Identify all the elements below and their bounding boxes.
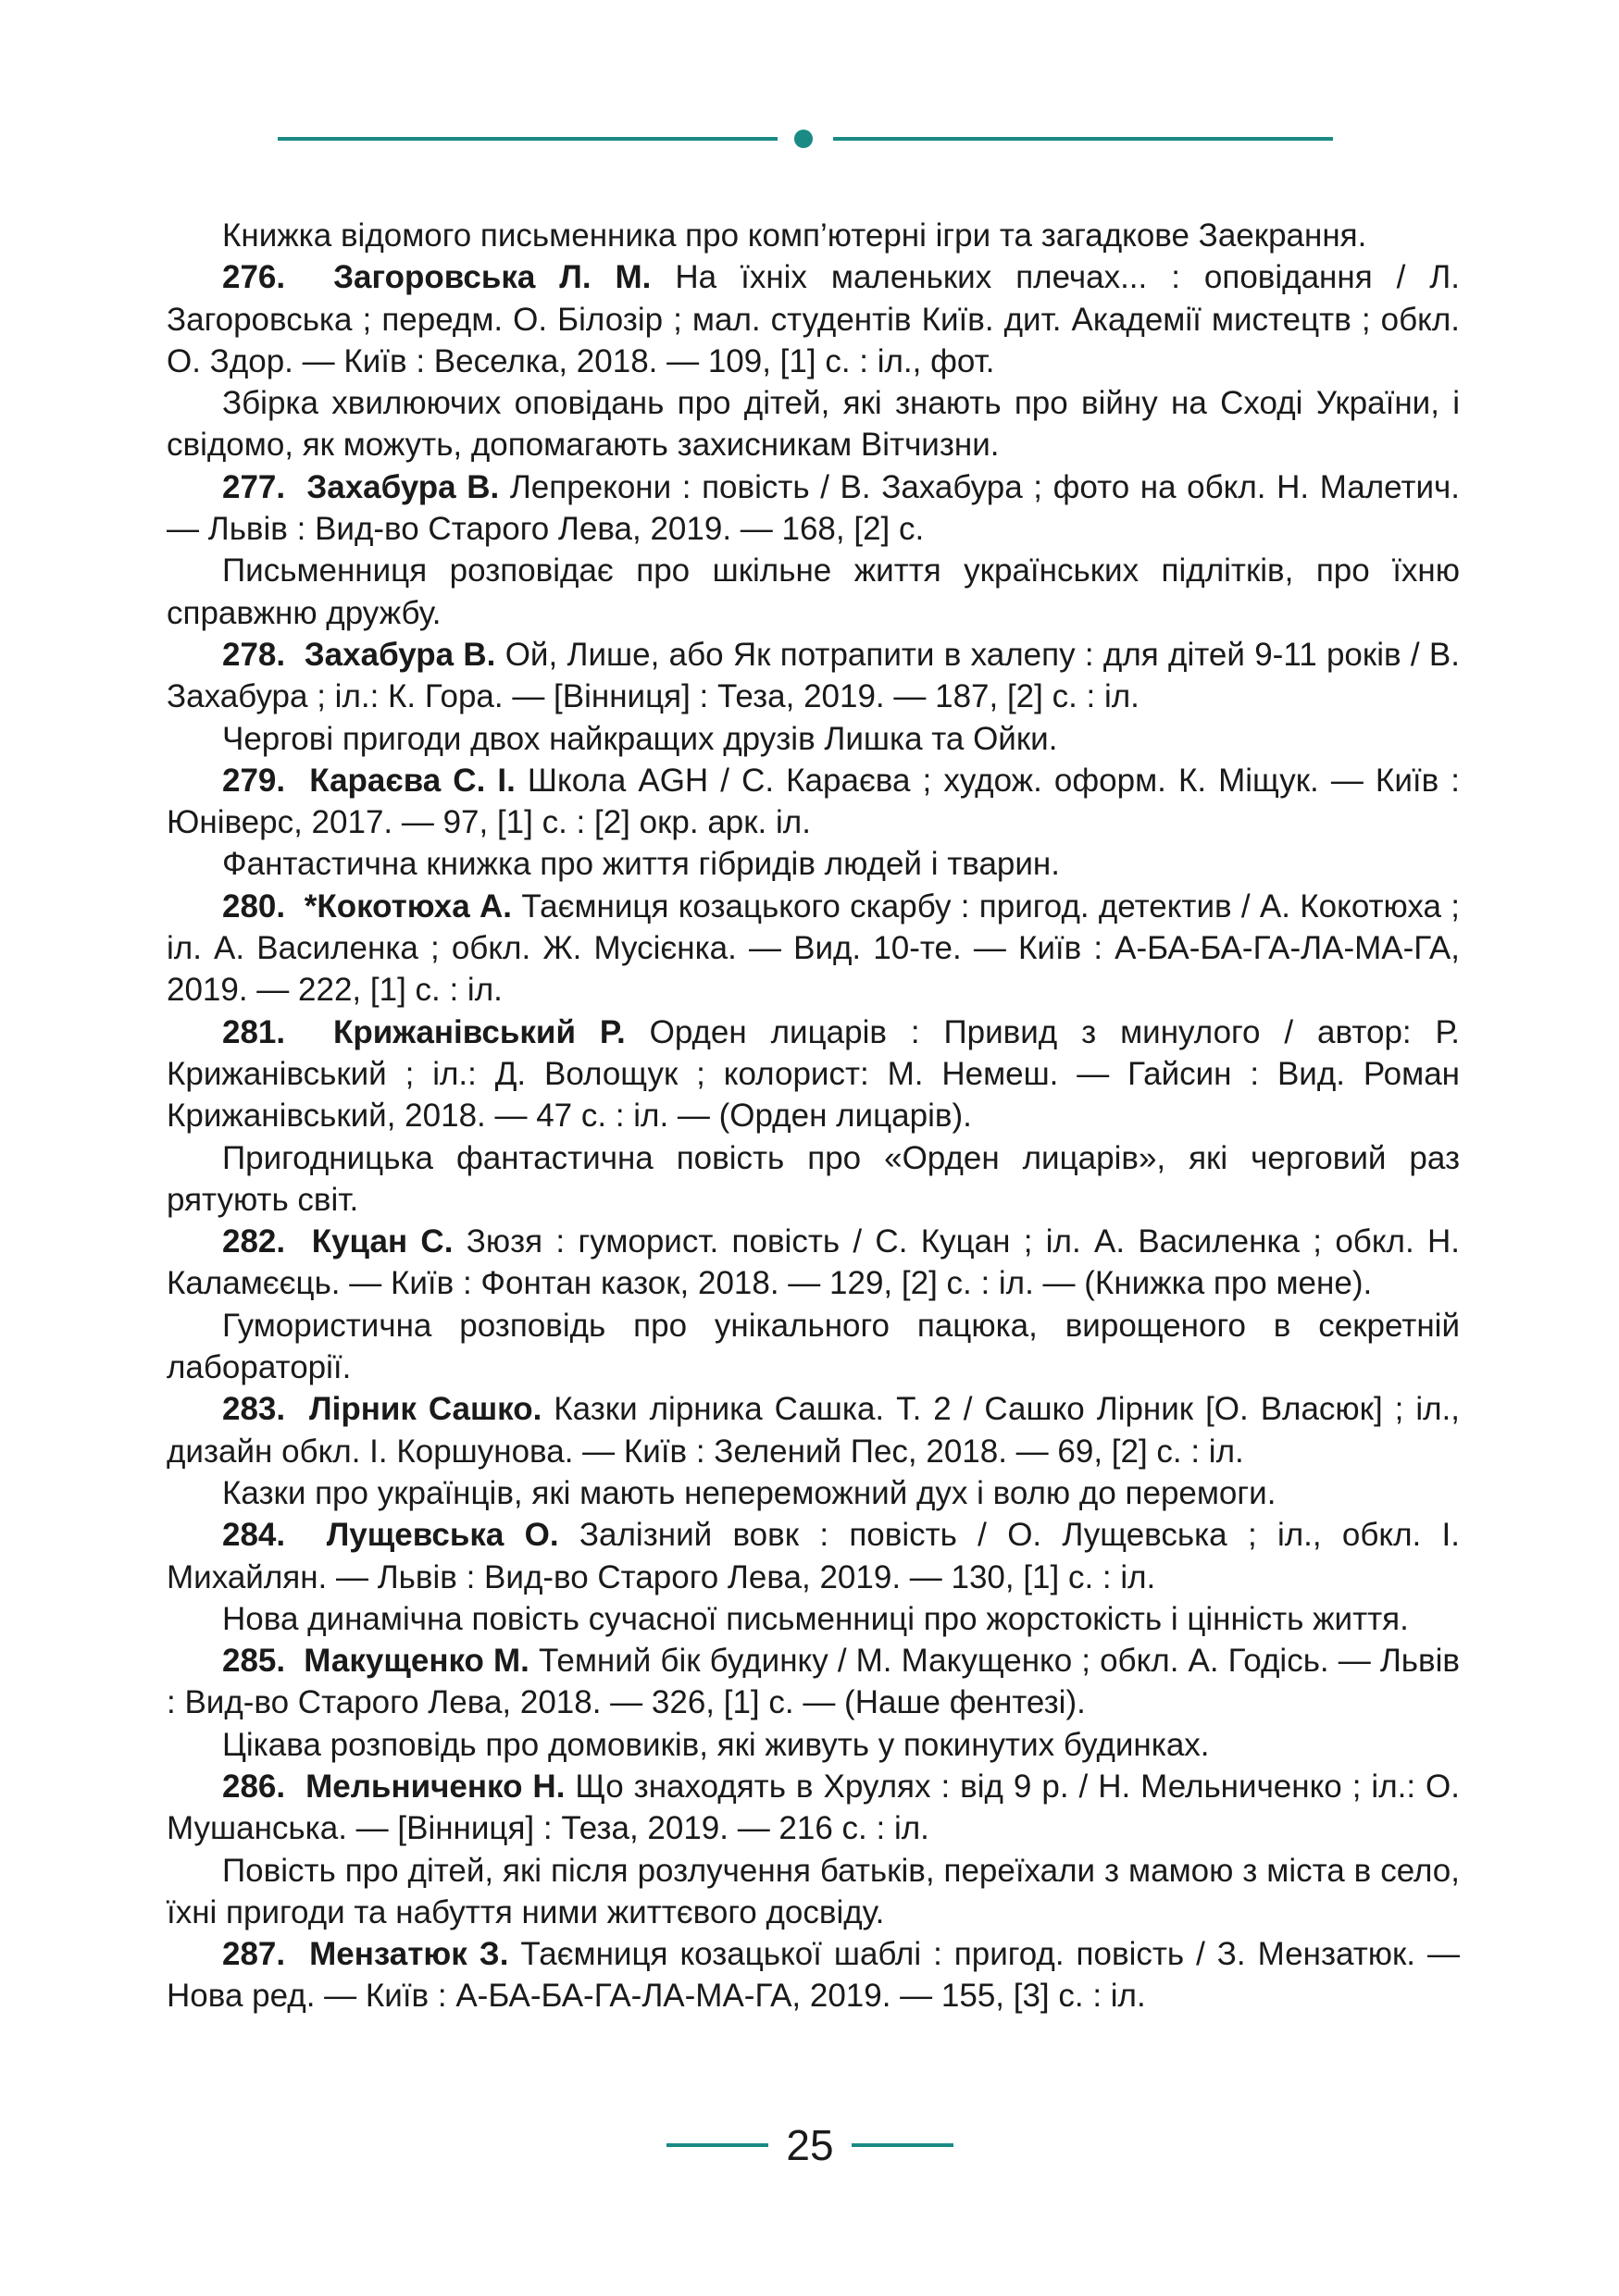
entry-number: 282. [222,1223,286,1260]
footer-rule-right [852,2143,953,2147]
page-footer [648,2117,972,2173]
annotation-paragraph [167,382,1460,466]
bibliography-entry [167,256,1460,382]
entry-number: 278. [222,636,286,673]
entry-number: 276. [222,259,286,296]
entry-author: Захабура В. [304,636,496,673]
annotation-paragraph [167,1305,1460,1389]
entry-number: 281. [222,1013,286,1050]
annotation-paragraph [167,1472,1460,1514]
entry-text: Таємниця козацького скарбу : пригод. детектив / А. Кокотюха ; іл. А. Василенка ; обкл. Ж. Мусієнка. — Вид. 10-те. — Київ : А-БА-БА-ГА-ЛА-МА-ГА, 2019. — 222, [1] с. : іл. [167,887,1460,1009]
entry-number: 279. [222,762,286,799]
entry-text: Фантастична книжка про життя гібридів людей і тварин. [222,846,1060,883]
bibliography-entry [167,1388,1460,1472]
entry-number: 285. [222,1643,286,1680]
annotation-paragraph [167,843,1460,885]
entry-text: Таємниця козацької шаблі : пригод. повість / З. Мензатюк. — Нова ред. — Київ : А-БА-БА-ГА-ЛА-МА-ГА, 2019. — 155, [3] с. : іл. [167,1936,1460,2015]
footer-rule-left [666,2143,768,2147]
bibliography-entry [167,1011,1460,1137]
entry-number: 280. [222,887,286,925]
entry-text: Школа AGH / С. Караєва ; худож. оформ. К. Міщук. — Київ : Юніверс, 2017. — 97, [1] с. : [2] окр. арк. іл. [167,762,1460,841]
entry-text: Цікава розповідь про домовиків, які живуть у покинутих будинках. [222,1726,1210,1763]
header-rule-left-line [278,137,778,141]
header-dot-ornament [794,130,813,148]
entry-author: Мензатюк З. [309,1936,509,1973]
bibliography-entry [167,1933,1460,2017]
entry-author: Мельниченко Н. [305,1768,566,1805]
entry-text: Збірка хвилюючих оповідань про дітей, які знають про війну на Сході України, і свідомо, як можуть, допомагають захисникам Вітчизни. [167,385,1460,464]
entry-author: Загоровська Л. М. [333,259,652,296]
bibliography-entry [167,760,1460,844]
entry-text: Лепрекони : повість / В. Захабура ; фото на обкл. Н. Малетич. — Львів : Вид-во Старого Лева, 2019. — 168, [2] с. [167,468,1460,548]
entry-number: 287. [222,1936,286,1973]
annotation-paragraph [167,1724,1460,1766]
bibliography-entry [167,466,1460,551]
entry-author: Куцан С. [311,1223,454,1260]
entry-text: Чергові пригоди двох найкращих друзів Лишка та Ойки. [222,720,1058,757]
entry-text: Пригодницька фантастична повість про «Орден лицарів», які черговий раз рятують світ. [167,1139,1460,1218]
bibliography-entry [167,634,1460,718]
entry-text: Казки лірника Сашка. Т. 2 / Сашко Лірник [О. Власюк] ; іл., дизайн обкл. І. Коршунова. — Київ : Зелений Пес, 2018. — 69, [2] с. : іл. [167,1391,1461,1470]
page-number: 25 [786,2121,834,2169]
entry-text: Орден лицарів : Привид з минулого / автор: Р. Крижанівський ; іл.: Д. Волощук ; колорист: М. Немеш. — Гайсин : Вид. Роман Крижанівський, 2018. — 47 с. : іл. — (Орден лицарів). [167,1013,1460,1135]
bibliography-entry [167,1514,1460,1598]
entry-author: Захабура В. [306,468,500,505]
entry-text: Залізний вовк : повість / О. Лущевська ; іл., обкл. І. Михайлян. — Львів : Вид-во Старого Лева, 2019. — 130, [1] с. : іл. [167,1517,1460,1595]
entry-author: Лущевська О. [326,1517,559,1554]
entry-text: Повість про дітей, які після розлучення батьків, переїхали з мамою з міста в село, їхні пригоди та набуття ними життєвого досвіду. [167,1852,1460,1930]
annotation-paragraph [167,718,1460,760]
entry-text: Гумористична розповідь про унікального пацюка, вирощеного в секретній лабораторії. [167,1307,1460,1386]
bibliography-entry [167,1221,1460,1305]
entry-author: Макущенко М. [304,1643,529,1680]
entry-text: Казки про українців, які мають непереможний дух і волю до перемоги. [222,1474,1277,1511]
entry-author: *Кокотюха А. [304,887,513,925]
annotation-paragraph [167,1598,1460,1640]
entry-text: Письменниця розповідає про шкільне життя українських підлітків, про їхню справжню дружбу. [167,552,1460,631]
entry-author: Лірник Сашко. [309,1391,542,1428]
header-rule [278,130,1333,148]
entry-text: На їхніх маленьких плечах... : оповідання / Л. Загоровська ; передм. О. Білозір ; мал. студентів Київ. дит. Академії мистецтв ; обкл. О. Здор. — Київ : Веселка, 2018. — 109, [1] с. : іл., фот. [167,259,1460,379]
bibliography-entry [167,886,1460,1011]
entry-number: 283. [222,1391,286,1428]
entry-author: Караєва С. І. [309,762,516,799]
entry-text: Нова динамічна повість сучасної письменниці про жорстокість і цінність життя. [222,1600,1409,1637]
bibliography-list [167,215,1460,2017]
annotation-paragraph [167,1137,1460,1222]
entry-text: Книжка відомого письменника про комп’ютерні ігри та загадкове Заекрання. [222,217,1367,254]
annotation-paragraph [167,550,1460,634]
annotation-paragraph [167,1850,1460,1934]
entry-text: Зюзя : гуморист. повість / С. Куцан ; іл. А. Василенка ; обкл. Н. Каламєєць. — Київ : Фонтан казок, 2018. — 129, [2] с. : іл. — (Книжка про мене). [167,1223,1460,1302]
entry-author: Крижанівський Р. [332,1013,626,1050]
entry-number: 284. [222,1517,286,1554]
entry-number: 277. [222,468,286,505]
bibliography-entry [167,1640,1460,1724]
annotation-paragraph [167,215,1460,256]
entry-text: Темний бік будинку / М. Макущенко ; обкл. А. Годісь. — Львів : Вид-во Старого Лева, 2018. — 326, [1] с. — (Наше фентезі). [167,1643,1460,1721]
header-rule-right-line [833,137,1333,141]
bibliography-entry [167,1766,1460,1850]
entry-number: 286. [222,1768,286,1805]
entry-text: Ой, Лише, або Як потрапити в халепу : для дітей 9-11 років / В. Захабура ; іл.: К. Гора. — [Вінниця] : Теза, 2019. — 187, [2] с. : іл. [167,636,1460,715]
entry-text: Що знаходять в Хрулях : від 9 р. / Н. Мельниченко ; іл.: О. Мушанська. — [Вінниця] : Теза, 2019. — 216 с. : іл. [167,1768,1460,1847]
